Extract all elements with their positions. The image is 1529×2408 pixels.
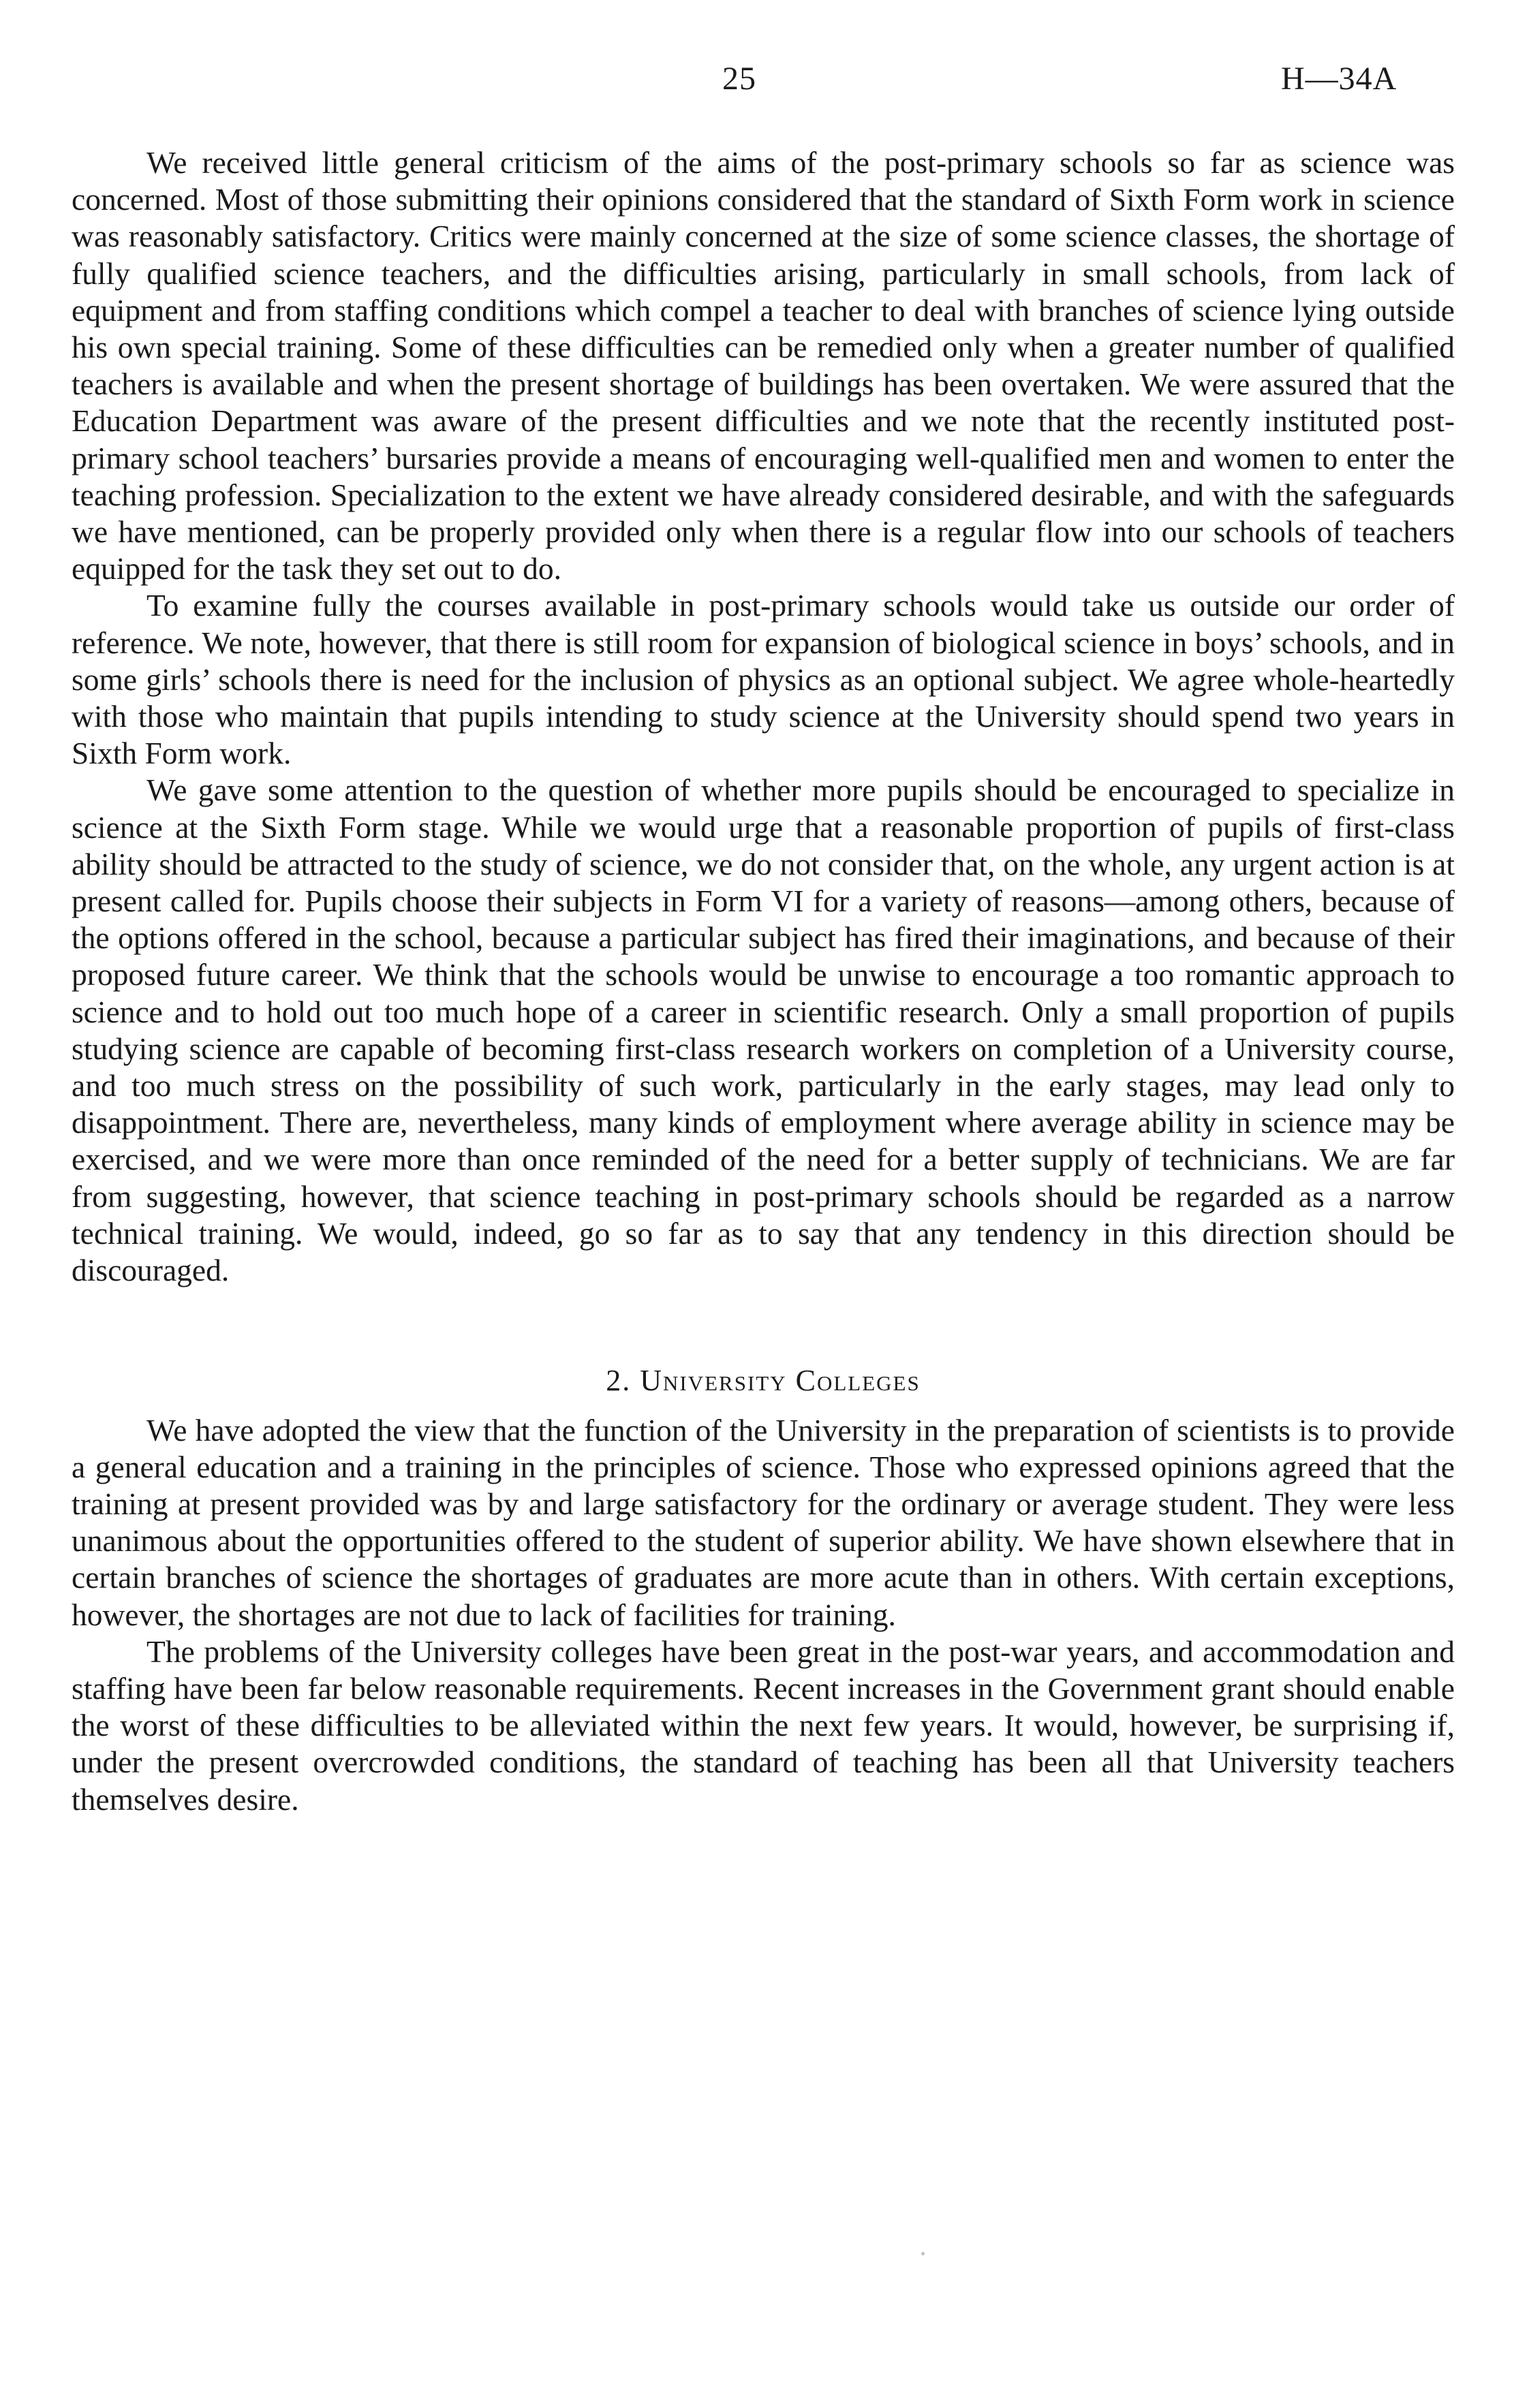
section-heading-university-colleges: 2. University Colleges [606,1364,921,1398]
page-number: 25 [722,61,756,97]
body-text [72,144,1455,1818]
document-reference: H—34A [1281,61,1397,97]
paragraph-school-criticism: We received little general criticism of the aims of the post-primary schools so far as science was concerned. Most of those submitting their opinions considered that the standard of Sixth Form work in science was reasonably satisfactory. Critics were mainly concerned at the size of some science classes, the shortage of fully qualified science teachers, and the difficulties arising, particularly in small schools, from lack of equipment and from staffing conditions which compel a teacher to deal with branches of science lying outside his own special training. Some of these difficulties can be remedied only when a greater number of qualified teachers is available and when the present shortage of buildings has been overtaken. We were assured that the Education Department was aware of the present difficulties and we note that the recently instituted post-primary school teachers’ bursaries provide a means of encouraging well-qualified men and women to enter the teaching profession. Specialization to the extent we have already considered desirable, and with the safeguards we have mentioned, can be properly provided only when there is a regular flow into our schools of teachers equipped for the task they set out to do. [72,145,1455,587]
paragraph-sixth-form-specialization: We gave some attention to the question of whether more pupils should be encouraged to specialize in science at the Sixth Form stage. While we would urge that a reasonable proportion of pupils of first-class ability should be attracted to the study of science, we do not consider that, on the whole, any urgent action is at present called for. Pupils choose their subjects in Form VI for a variety of reasons—among others, because of the options offered in the school, because a particular subject has fired their imaginations, and because of their proposed future career. We think that the schools would be unwise to encourage a too romantic approach to science and to hold out too much hope of a career in scientific research. Only a small proportion of pupils studying science are capable of becoming first-class research workers on completion of a University course, and too much stress on the possibility of such work, particularly in the early stages, may lead only to disappointment. There are, nevertheless, many kinds of employment where average ability in science may be exercised, and we were more than once reminded of the need for a better supply of technicians. We are far from suggesting, however, that science teaching in post-primary schools should be regarded as a narrow technical training. We would, indeed, go so far as to say that any tendency in this direction should be discouraged. [72,772,1455,1288]
paragraph-university-problems: The problems of the University colleges have been great in the post-war years, and accommodation and staffing have been far below reasonable requirements. Recent increases in the Government grant should enable the worst of these difficulties to be alleviated within the next few years. It would, however, be surprising if, under the present overcrowded conditions, the standard of teaching has been all that University teachers themselves desire. [72,1633,1455,1817]
scan-speck [921,2252,925,2255]
paragraph-university-function: We have adopted the view that the function of the University in the preparation of scientists is to provide a general education and a training in the principles of science. Those who expressed opinions agreed that the training at present provided was by and large satisfactory for the ordinary or average student. They were less unanimous about the opportunities offered to the student of superior ability. We have shown elsewhere that in certain branches of science the shortages of graduates are more acute than in others. With certain exceptions, however, the shortages are not due to lack of facilities for training. [72,1412,1455,1632]
page-header [0,60,1529,114]
paragraph-courses-available: To examine fully the courses available in post-primary schools would take us outside our order of reference. We note, however, that there is still room for expansion of biological science in boys’ schools, and in some girls’ schools there is need for the inclusion of physics as an optional subject. We agree whole-heartedly with those who maintain that pupils intending to study science at the University should spend two years in Sixth Form work. [72,588,1455,771]
